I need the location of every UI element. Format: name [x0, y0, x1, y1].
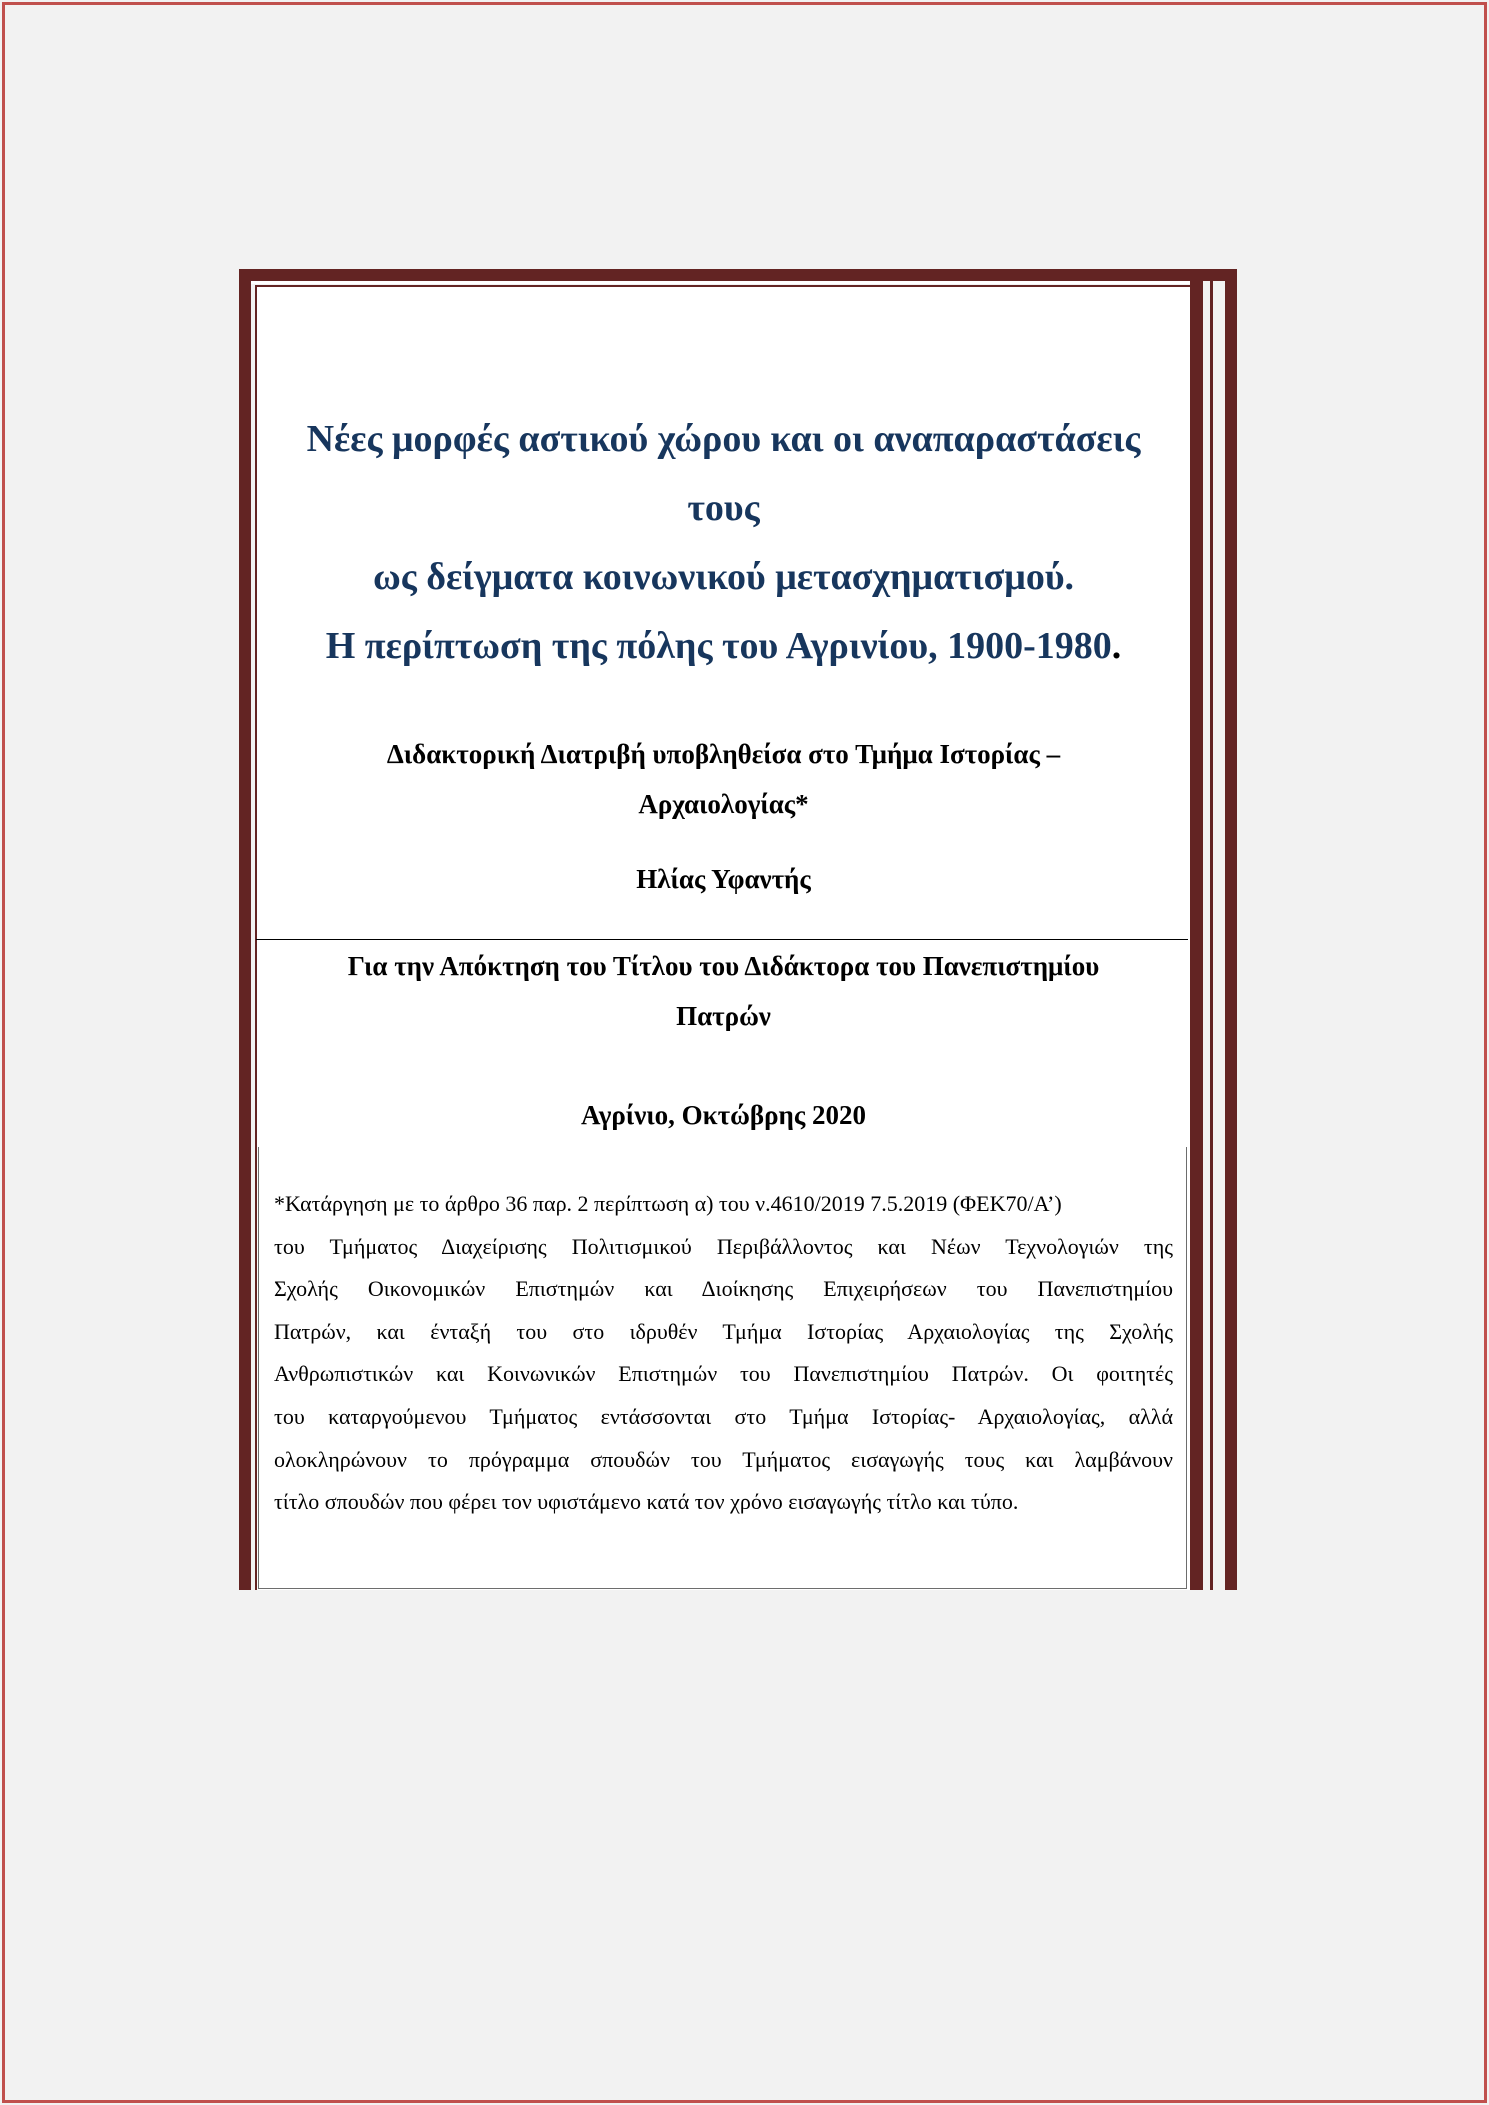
degree-line-1: Για την Απόκτηση του Τίτλου του Διδάκτορα του Πανεπιστημίου — [347, 951, 1100, 981]
document-title — [257, 405, 1190, 681]
frame-right-band — [1190, 269, 1203, 1590]
place-date: Αγρίνιο, Οκτώβρης 2020 — [580, 1100, 866, 1130]
subtitle-line-2: Αρχαιολογίας* — [638, 789, 809, 819]
footnote-line: Ανθρωπιστικών και Κοινωνικών Επιστημών του Πανεπιστημίου Πατρών. Οι φοιτητές — [274, 1361, 1173, 1387]
footnote-line: του Τμήματος Διαχείρισης Πολιτισμικού Περιβάλλοντος και Νέων Τεχνολογιών της — [274, 1233, 1173, 1259]
degree-line-2: Πατρών — [676, 1001, 771, 1031]
footnote-line: Πατρών, και ένταξή του στο ιδρυθέν Τμήμα Ιστορίας Αρχαιολογίας της Σχολής — [274, 1318, 1173, 1344]
footnote-line: τίτλο σπουδών που φέρει τον υφιστάμενο κατά τον χρόνο εισαγωγής τίτλο και τύπο. — [274, 1489, 1019, 1515]
title-line-4-text: Η περίπτωση της πόλης του Αγρινίου, 1900-1980 — [325, 625, 1112, 667]
title-page — [257, 287, 1190, 1590]
degree-statement — [257, 941, 1190, 1041]
footnote-line: του καταργούμενου Τμήματος εντάσσονται στο Τμήμα Ιστορίας- Αρχαιολογίας, αλλά — [274, 1403, 1173, 1429]
title-line-4-period: . — [1111, 625, 1122, 667]
frame-left-band — [239, 269, 251, 1590]
footnote-text — [274, 1183, 1173, 1524]
frame-inner-gap — [251, 281, 1190, 284]
horizontal-rule — [256, 939, 1188, 940]
title-line-2: τους — [687, 487, 760, 529]
footnote-line: ολοκληρώνουν το πρόγραμμα σπουδών του Τμήματος εισαγωγής τους και λαμβάνουν — [274, 1446, 1173, 1472]
title-line-4 — [257, 612, 1190, 681]
title-line-1: Νέες μορφές αστικού χώρου και οι αναπαραστάσεις — [306, 418, 1141, 460]
footnote-line: *Κατάργηση με το άρθρο 36 παρ. 2 περίπτωση α) του ν.4610/2019 7.5.2019 (ΦΕΚ70/Α’) — [274, 1191, 1062, 1216]
thesis-description — [257, 729, 1190, 829]
subtitle-line-1: Διδακτορική Διατριβή υποβληθείσα στο Τμήμα Ιστορίας – — [386, 739, 1061, 769]
frame-right-line — [1210, 281, 1213, 1590]
frame-top-band — [239, 269, 1237, 281]
footnote-line: Σχολής Οικονομικών Επιστημών και Διοίκησης Επιχειρήσεων του Πανεπιστημίου — [274, 1276, 1173, 1302]
author-name: Ηλίας Υφαντής — [636, 864, 811, 894]
title-line-3: ως δείγματα κοινωνικού μετασχηματισμού. — [372, 556, 1075, 598]
frame-right-outer-band — [1225, 269, 1237, 1590]
footnote-box — [258, 1147, 1187, 1589]
